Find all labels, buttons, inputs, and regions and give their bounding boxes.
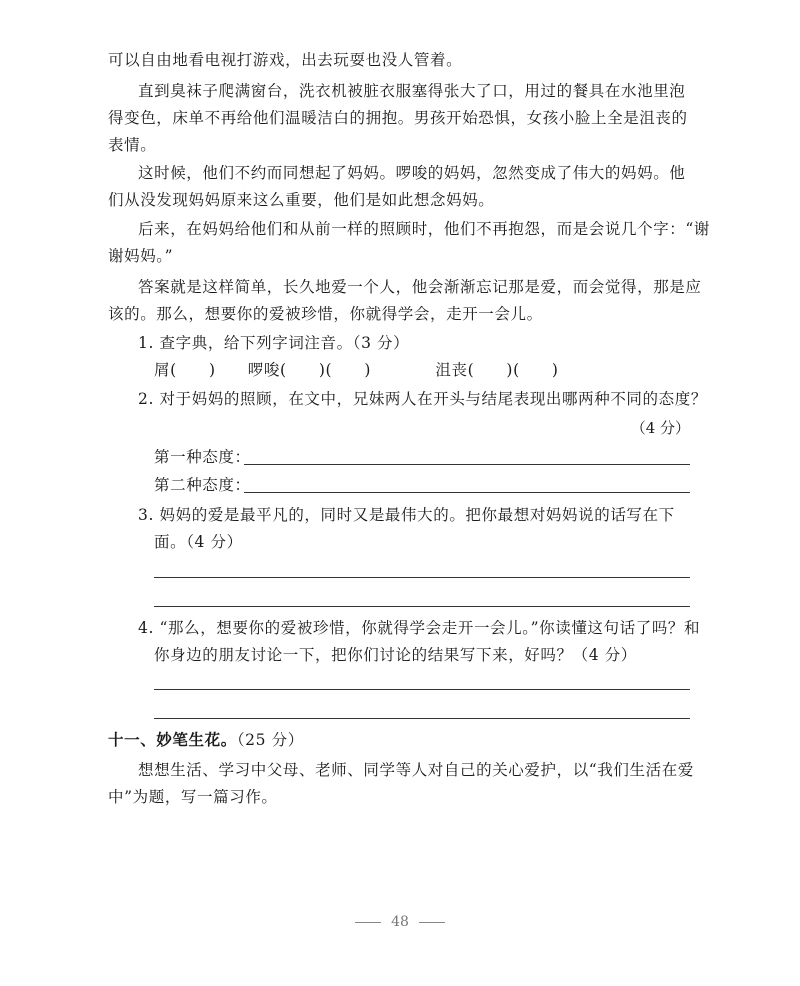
question-2-score: （4 分） xyxy=(630,419,690,437)
question-4-line-1: 4. “那么，想要你的爱被珍惜，你就得学会走开一会儿。”你读懂这句话了吗？和 xyxy=(138,619,701,637)
passage-line-8: 谢妈妈。” xyxy=(108,247,174,265)
section-11-title: 十一、妙笔生花。 xyxy=(108,730,237,749)
passage-line-10: 该的。那么，想要你的爱被珍惜，你就得学会，走开一会儿。 xyxy=(108,305,543,323)
section-11-line-1: 想想生活、学习中父母、老师、同学等人对自己的关心爱护，以“我们生活在爱 xyxy=(138,761,694,779)
question-2: 2. 对于妈妈的照顾，在文中，兄妹两人在开头与结尾表现出哪两种不同的态度？ xyxy=(138,390,707,408)
answer-label-2: 第二种态度： xyxy=(154,476,251,494)
question-3-line-1: 3. 妈妈的爱是最平凡的，同时又是最伟大的。把你最想对妈妈说的话写在下 xyxy=(138,506,675,524)
page-number-dash-left xyxy=(355,922,381,923)
answer-label-1: 第一种态度： xyxy=(154,448,251,466)
section-11-line-2: 中”为题，写一篇习作。 xyxy=(108,788,278,806)
passage-line-2: 直到臭袜子爬满窗台，洗衣机被脏衣服塞得张大了口，用过的餐具在水池里泡 xyxy=(138,82,686,100)
passage-line-6: 们从没发现妈妈原来这么重要，他们是如此想念妈妈。 xyxy=(108,191,495,209)
section-11-heading xyxy=(108,730,304,750)
page-number-value: 48 xyxy=(391,914,409,930)
passage-line-9: 答案就是这样简单，长久地爱一个人，他会渐渐忘记那是爱，而会觉得，那是应 xyxy=(138,278,702,296)
question-1: 1. 查字典，给下列字词注音。（3 分） xyxy=(138,334,410,352)
passage-line-1: 可以自由地看电视打游戏，出去玩耍也没人管着。 xyxy=(108,51,463,69)
answer-line-2[interactable] xyxy=(244,492,690,493)
answer-line-3b[interactable] xyxy=(154,606,690,607)
question-1-items: 屑( ) 啰唆( )( ) 沮丧( )( ) xyxy=(154,361,559,379)
answer-line-3a[interactable] xyxy=(154,577,690,578)
passage-line-3: 得变色，床单不再给他们温暖洁白的拥抱。男孩开始恐惧，女孩小脸上全是沮丧的 xyxy=(108,109,688,127)
answer-line-4a[interactable] xyxy=(154,689,690,690)
page-number xyxy=(0,914,800,930)
question-4-line-2: 你身边的朋友讨论一下，把你们讨论的结果写下来，好吗？（4 分） xyxy=(154,646,637,664)
section-11-score: （25 分） xyxy=(236,731,304,749)
page-number-dash-right xyxy=(419,922,445,923)
passage-line-4: 表情。 xyxy=(108,136,157,154)
passage-line-7: 后来，在妈妈给他们和从前一样的照顾时，他们不再抱怨，而是会说几个字：“谢 xyxy=(138,220,711,238)
answer-line-1[interactable] xyxy=(244,464,690,465)
passage-line-5: 这时候，他们不约而同想起了妈妈。啰唆的妈妈，忽然变成了伟大的妈妈。他 xyxy=(138,164,686,182)
question-3-line-2: 面。（4 分） xyxy=(154,533,243,551)
answer-line-4b[interactable] xyxy=(154,718,690,719)
